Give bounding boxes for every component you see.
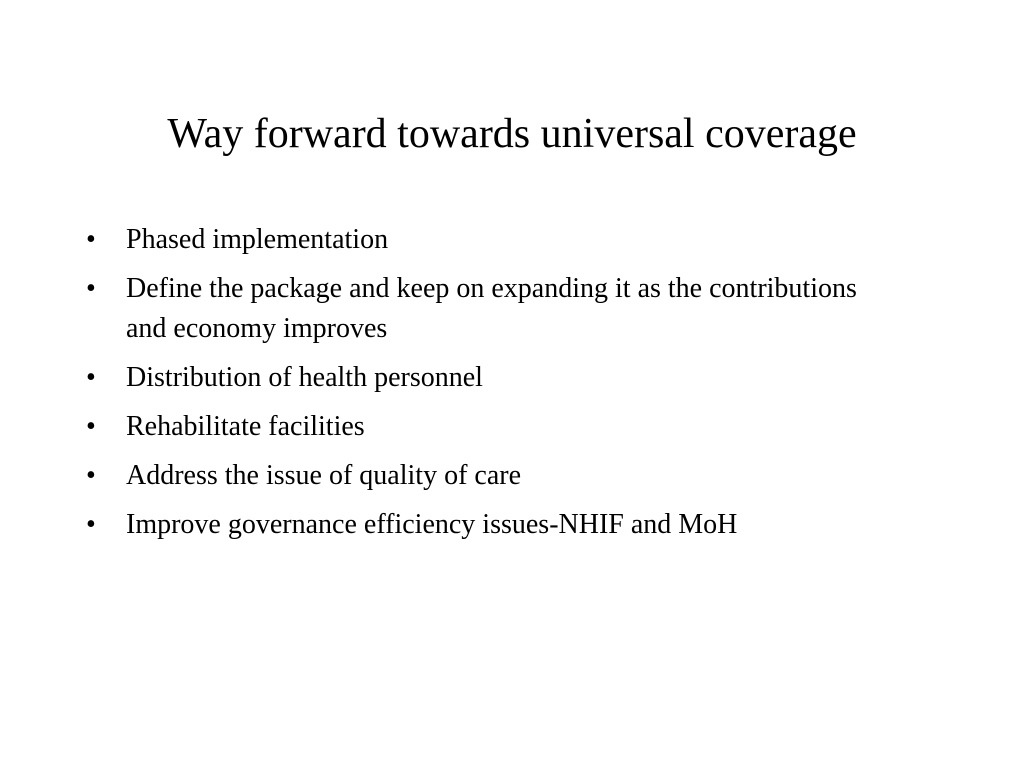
bullet-text: Define the package and keep on expanding it as the contributions and economy improves bbox=[126, 273, 857, 344]
bullet-item bbox=[86, 505, 886, 545]
bullet-text: Phased implementation bbox=[126, 224, 389, 255]
bullet-text: Distribution of health personnel bbox=[126, 362, 483, 393]
bullet-icon: • bbox=[86, 224, 96, 255]
bullet-icon: • bbox=[86, 362, 96, 393]
bullet-text: Improve governance efficiency issues-NHIF and MoH bbox=[126, 509, 738, 540]
bullet-icon: • bbox=[86, 273, 96, 304]
bullet-text: Address the issue of quality of care bbox=[126, 460, 521, 491]
bullet-item bbox=[86, 220, 886, 260]
bullet-list bbox=[86, 220, 886, 554]
bullet-text: Rehabilitate facilities bbox=[126, 411, 365, 442]
bullet-item bbox=[86, 269, 886, 349]
bullet-item bbox=[86, 358, 886, 398]
bullet-icon: • bbox=[86, 460, 96, 491]
bullet-icon: • bbox=[86, 509, 96, 540]
slide-title: Way forward towards universal coverage bbox=[167, 111, 857, 157]
bullet-icon: • bbox=[86, 411, 96, 442]
bullet-item bbox=[86, 407, 886, 447]
bullet-item bbox=[86, 456, 886, 496]
